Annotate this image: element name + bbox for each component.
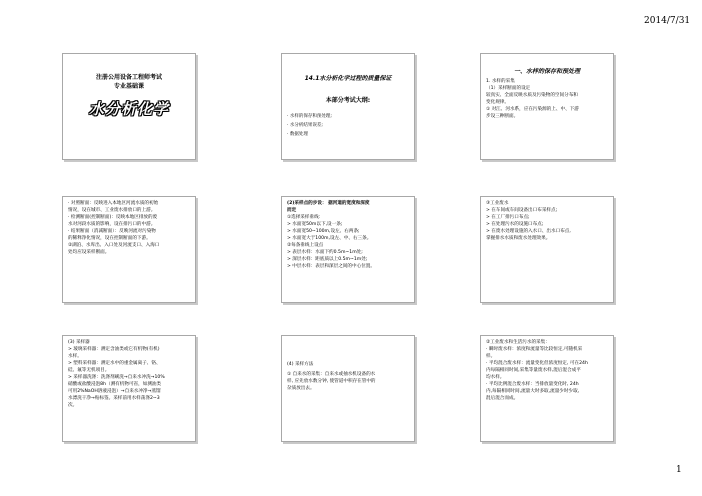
slide-sections [62,196,196,303]
text-line: 次。 [68,403,78,408]
text-line: 而定 [287,208,297,213]
text-line: ① 自来水的采集：自来水或抽水机设备的水 [287,371,376,377]
text-line: > 玻璃采样器：测定含油类或它有机物(有机) [68,347,160,352]
text-line: > 塑料采样器：测定水中的重金属离子、铬、 [68,361,161,366]
text-line: 水漂洗干净→贴标签。采样前用水样荡涤2~3 [68,396,160,401]
slide-industrial-wastewater [480,196,614,303]
text-line: ③工业废水 [486,201,509,206]
text-line: · 瞬时废水样：浓度和流量等比较恒定,可随机采 [486,347,583,352]
text-line: 水对河段水质的影响，设在排污口的中游。 [68,222,156,227]
syllabus-list [287,112,409,139]
slide-samplers [62,335,196,442]
text-line: > 在车间或车间设备出口布采样点; [486,208,558,213]
text-line: 的稀释净化情况，设在控制断面的下游。 [68,236,151,241]
text-line: > 深层水样：距底质以上0.5m~1m处; [287,257,368,262]
text-line: ① 对江、河水系，应在污染源的上、中、下游 [486,107,579,112]
text-line: （1）采样断面的设定 [486,86,531,91]
text-line: 均水样。 [486,375,505,380]
text-line: 硝酸或盐酸浸泡8h（测有机物可省，如测油类 [68,382,162,387]
text-line: · 平均比例混合废水样：当排放量变化时, 24h [486,382,579,387]
list-item: · 水样的保存和预处理; [287,114,332,119]
text-line: 内,每隔相同时间,流量大时多取,流量少时少取, [486,389,580,394]
text-line: > 水面宽50m以下,设一条; [287,222,343,227]
text-line: ②每条垂线上设点 [287,243,324,248]
text-line: 样, 应先放水数分钟, 使管道中积存在管中的 [287,378,376,384]
slide-wastewater-collection [480,335,614,442]
text-line: 变化规律。 [486,100,509,105]
slide-body [68,340,190,410]
text-line: (3) 采样器 [68,340,90,345]
text-line: ②工业废水和生活污水的采集： [486,340,550,345]
section-title: 14.1水分析化学过程的质量保证 [304,75,392,82]
text-line: 样。 [486,354,496,359]
text-line: 处均应设采样断面。 [68,250,110,255]
page-number: 1 [676,465,682,475]
text-line: 杂质放出去。 [287,385,315,391]
slide-sampling-method [281,335,415,442]
slide-body [486,201,608,243]
text-line: 混后混合而成。 [486,396,519,401]
text-line: ①选择采样垂线： [287,215,324,220]
text-line: > 表层水样：水面下约0.5m~1m处; [287,250,363,255]
slide-main-title: 水分析化学 [88,100,169,118]
text-line: 1. 水样的采集 [486,79,515,84]
text-line: 内每隔相同时间,采集等量废水样,混后混合成平 [486,368,581,373]
slide-body [486,79,608,121]
list-item: · 水分析结果误差; [287,123,323,128]
slide-body [287,362,409,392]
text-line: > 在处理污水的设施口布点; [486,222,544,227]
text-line: ②湖泊、水库出、入口处及河流支口、入海口 [68,243,160,248]
text-line: 可用2%NaOH溶液浸泡）→自来水冲净→蒸馏 [68,389,161,394]
exam-name: 注册公用设备工程师考试 [95,74,162,81]
text-line: > 水面宽50~100m,设左、右两条; [287,229,360,234]
slide-body [68,201,190,257]
text-line: 情况，设在城市、工业废水排放口的上游。 [68,208,156,213]
text-line: > 中层水样：表层和深层之间的中心位置。 [287,264,375,269]
text-line: > 在工厂排污口布点; [486,215,530,220]
list-item: · 数据处理 [287,132,308,137]
print-date: 2014/7/31 [644,16,691,26]
text-line: 掌握排水水质和废水处理效果。 [486,236,551,241]
slide-sampling-points [281,196,415,303]
text-line: 较真实、全面反映水质及污染物的空间分布和 [486,93,578,98]
section-title: 一、水样的保存和预处理 [513,68,580,75]
slide-body [287,201,409,271]
text-line: 水样。 [68,354,82,359]
text-line: 硅、氟等无机项目。 [68,368,110,373]
course-name: 专业基础课 [113,83,144,90]
text-line: · 对照断面：反映进入本地区河流水质的初始 [68,201,159,206]
slide-syllabus [281,53,415,160]
text-line: > 水面宽大于100m,设左、中、右三条。 [287,236,372,241]
syllabus-heading: 本部分考试大纲: [325,97,371,104]
text-line: > 采样器洗涤：洗涤剂刷洗→自来水冲洗→10% [68,375,165,380]
text-line: · 检测断面(控制断面)：反映本地区排放的废 [68,215,158,220]
text-line: (2)采样点的步设： 据河道的宽度和深度 [287,201,370,206]
text-line: 步设三种断面。 [486,114,519,119]
slide-body [486,340,608,403]
text-line: > 在废水处理设施的入水口、出水口布点, [486,229,571,234]
text-line: · 结果断面（消减断面）：反映河流对污染物 [68,229,156,234]
text-line: (4) 采样方法 [287,362,314,367]
slide-title [62,53,196,160]
slide-preservation [480,53,614,160]
text-line: · 平均混合废水样：流量变化但浓度恒定, 可在24h [486,361,588,366]
